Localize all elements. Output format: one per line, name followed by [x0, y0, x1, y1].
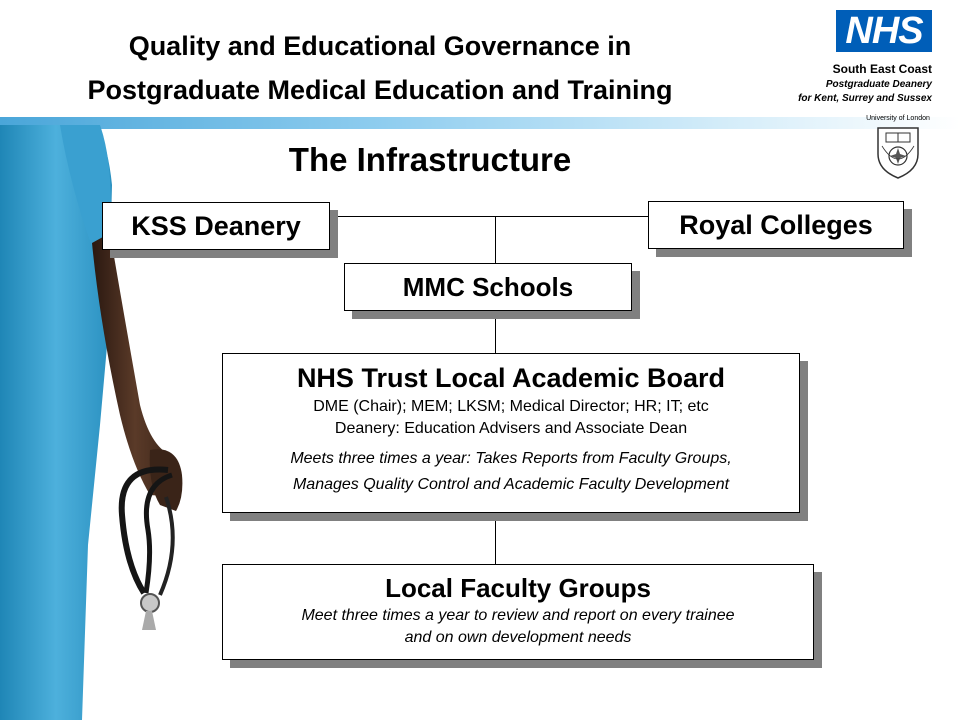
royal-colleges-box	[648, 201, 904, 249]
connector-to-mmc	[495, 216, 496, 263]
slide-title-line-2: Postgraduate Medical Education and Training	[87, 75, 673, 105]
nhs-logo-text: NHS	[845, 10, 923, 52]
slide-heading: The Infrastructure	[288, 141, 572, 178]
mmc-schools-label: MMC Schools	[402, 272, 574, 302]
org-name: South East Coast	[832, 62, 932, 76]
slide-title-line-1: Quality and Educational Governance in	[128, 31, 632, 61]
org-region: for Kent, Surrey and Sussex	[798, 93, 932, 104]
trust-board-meetings: Meets three times a year: Takes Reports from Faculty Groups,	[290, 450, 732, 467]
connector-to-trust-board	[495, 311, 496, 353]
university-label: University of London	[866, 115, 930, 122]
connector-to-faculty-groups	[495, 513, 496, 564]
trust-board-duties: Manages Quality Control and Academic Faculty Development	[292, 476, 730, 493]
faculty-groups-line-2: and on own development needs	[404, 629, 632, 646]
faculty-groups-line-1: Meet three times a year to review and report on every trainee	[301, 607, 735, 624]
org-subtitle: Postgraduate Deanery	[825, 79, 932, 90]
mmc-schools-box	[344, 263, 632, 311]
kss-deanery-box	[102, 202, 330, 250]
faculty-groups-box	[222, 564, 814, 660]
nhs-logo	[836, 10, 932, 52]
royal-colleges-label: Royal Colleges	[679, 210, 873, 240]
trust-board-title: NHS Trust Local Academic Board	[296, 363, 726, 393]
trust-board-deanery: Deanery: Education Advisers and Associate Dean	[334, 420, 688, 437]
trust-board-members: DME (Chair); MEM; LKSM; Medical Director; HR; IT; etc	[313, 398, 709, 415]
faculty-groups-title: Local Faculty Groups	[385, 573, 651, 603]
connector-deanery-colleges	[329, 216, 649, 217]
university-crest-icon	[872, 124, 924, 180]
trust-board-box	[222, 353, 800, 513]
kss-deanery-label: KSS Deanery	[131, 211, 301, 241]
